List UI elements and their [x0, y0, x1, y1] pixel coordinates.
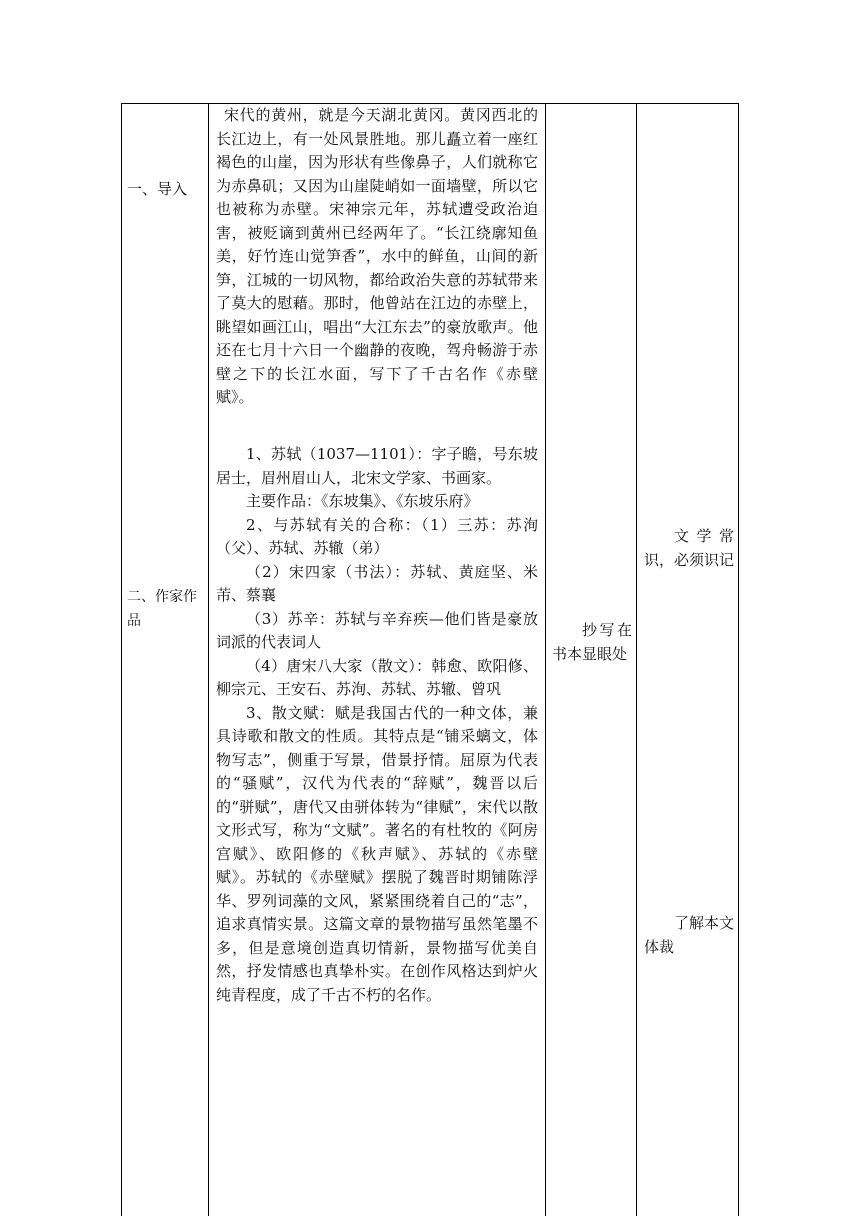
author-paragraph-1: 1、苏轼（1037—1101）：字子瞻，号东坡居士，眉州眉山人，北宋文学家、书画家。	[216, 445, 538, 487]
note-text-1: 文学常识，必须识记	[644, 527, 735, 569]
note-text-2: 了解本文体裁	[644, 914, 735, 956]
column-divider-3	[636, 103, 637, 1216]
content-cell	[216, 104, 538, 1007]
row-label-intro	[127, 178, 207, 202]
intro-paragraph: 宋代的黄州，就是今天湖北黄冈。黄冈西北的长江边上，有一处风景胜地。那儿矗立着一座红褐色的山崖，因为形状有些像鼻子，人们就称它为赤鼻矶；又因为山崖陡峭如一面墙壁，所以它也被称为赤壁。宋神宗元年，苏轼遭受政治迫害，被贬谪到黄州已经两年了。“长江绕廓知鱼美，好竹连山觉笋香”，水中的鲜鱼，山间的新笋，江城的一切风物，都给政治失意的苏轼带来了莫大的慰藉。那时，他曾站在江边的赤壁上，眺望如画江山，唱出“大江东去”的豪放歌声。他还在七月十六日一个幽静的夜晚，驾舟畅游于赤壁之下的长江水面，写下了千古名作《赤壁赋》。	[216, 106, 538, 406]
column-divider-2	[545, 103, 546, 1216]
author-paragraph-2: 主要作品：《东坡集》、《东坡乐府》	[246, 492, 479, 510]
author-label-text: 二、作家作品	[127, 589, 197, 629]
intro-label-text: 一、导入	[127, 180, 188, 198]
author-paragraph-6: （4）唐宋八大家（散文）：韩愈、欧阳修、柳宗元、王安石、苏洵、苏轼、苏辙、曾巩	[216, 656, 538, 698]
spacer	[216, 410, 538, 434]
author-paragraph-7: 3、散文赋：赋是我国古代的一种文体，兼具诗歌和散文的性质。其特点是“铺采螭文，体物写志”，侧重于写景，借景抒情。屈原为代表的“骚赋”，汉代为代表的“辞赋”，魏晋以后的“骈赋”，唐代又由骈体转为“律赋”，宋代以散文形式写，称为“文赋”。著名的有杜牧的《阿房宫赋》、欧阳修的《秋声赋》、苏轼的《赤壁赋》。苏轼的《赤壁赋》摆脱了魏晋时期铺陈浮华、罗列词藻的文风，紧紧围绕着自己的“志”，追求真情实景。这篇文章的景物描写虽然笔墨不多，但是意境创造真切情新，景物描写优美自然，抒发情感也真挚朴实。在创作风格达到炉火纯青程度，成了千古不朽的名作。	[216, 703, 538, 1004]
table-right-border	[738, 103, 739, 1216]
author-paragraph-3: 2、与苏轼有关的合称：（1）三苏：苏洵（父）、苏轼、苏辙（弟）	[216, 515, 538, 557]
author-paragraph-4: （2）宋四家（书法）：苏轼、黄庭坚、米芾、蔡襄	[216, 562, 538, 604]
student-activity-cell	[552, 619, 632, 666]
author-paragraph-5: （3）苏辛：苏轼与辛弃疾—他们皆是豪放词派的代表词人	[216, 609, 538, 651]
table-left-border	[121, 103, 122, 1216]
note-cell-2	[644, 912, 734, 959]
column-divider-1	[208, 103, 209, 1216]
note-cell-1	[644, 525, 734, 572]
row-label-author	[127, 586, 207, 633]
student-activity-text: 抄写在书本显眼处	[552, 621, 632, 663]
